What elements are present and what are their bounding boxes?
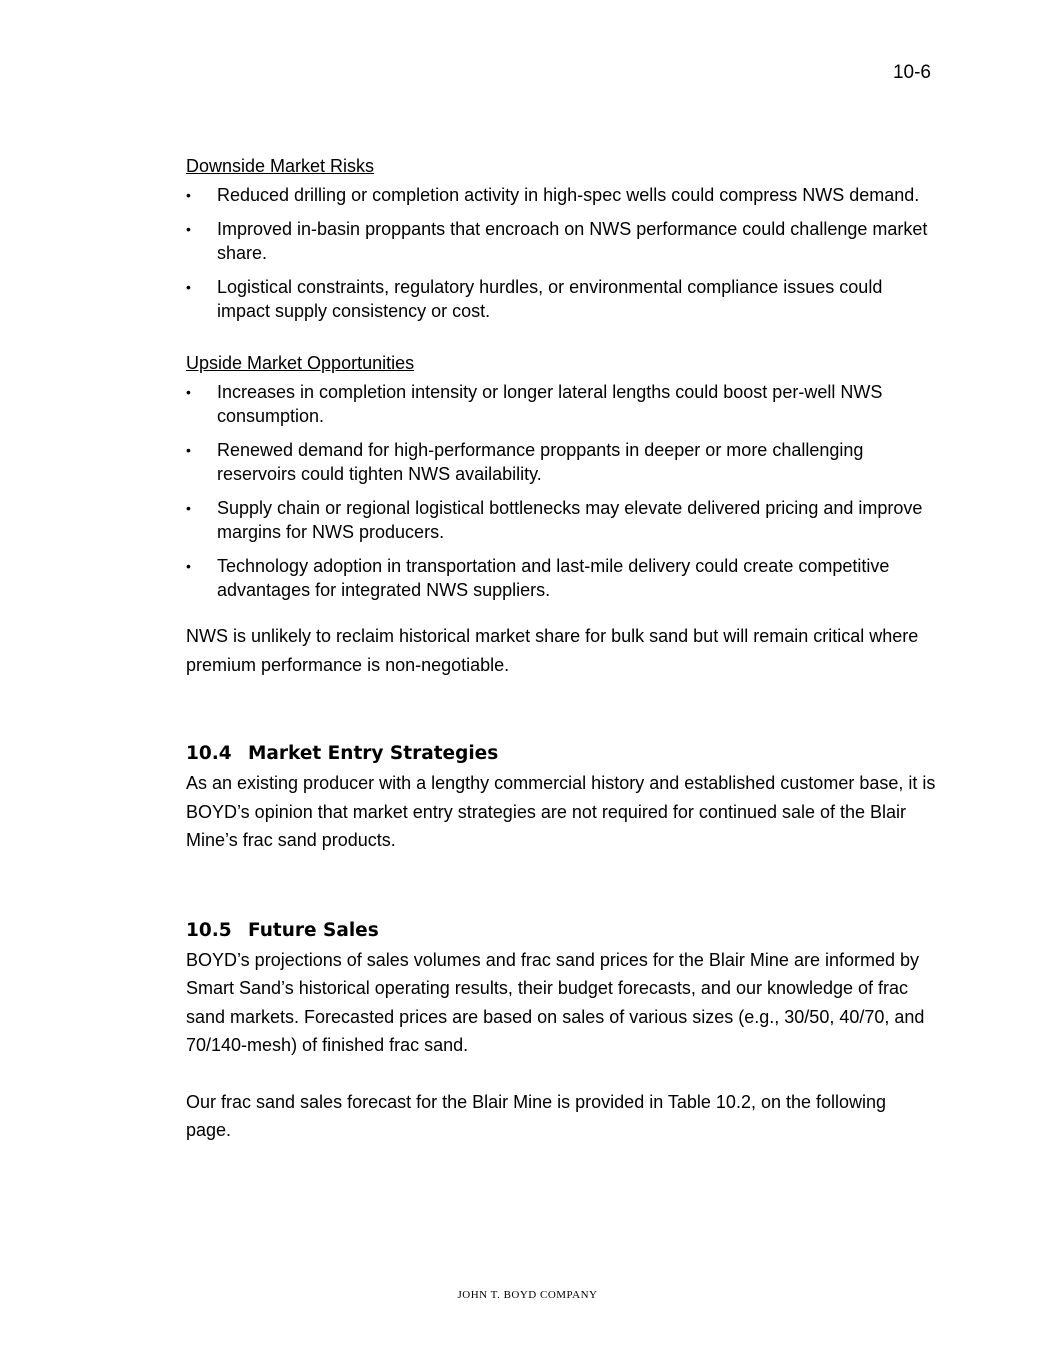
list-item-text: Supply chain or regional logistical bottlenecks may elevate delivered pricing and improve margins for NWS producers. [217,498,923,542]
document-body [186,154,936,1145]
list-item [186,438,936,486]
summary-paragraph: NWS is unlikely to reclaim historical market share for bulk sand but will remain critical where premium performance is non-negotiable. [186,626,919,675]
section-10-5-paragraph-2: Our frac sand sales forecast for the Blair Mine is provided in Table 10.2, on the following page. [186,1091,887,1140]
list-item [186,217,936,265]
list-item-text: Reduced drilling or completion activity in high-spec wells could compress NWS demand. [217,185,920,205]
section-heading-10-4 [186,741,936,767]
page-number: 10-6 [892,62,931,83]
list-item [186,275,936,323]
list-item-text: Renewed demand for high-performance proppants in deeper or more challenging reservoirs could tighten NWS availability. [217,440,864,484]
bullet-icon: • [186,442,191,458]
list-item [186,496,936,544]
downside-risks-list [186,183,936,323]
list-item [186,554,936,602]
list-item-text: Improved in-basin proppants that encroach on NWS performance could challenge market share. [217,219,928,263]
bullet-icon: • [186,221,191,237]
upside-opportunities-heading: Upside Market Opportunities [186,353,415,373]
section-10-5-paragraph-1: BOYD’s projections of sales volumes and frac sand prices for the Blair Mine are informed by Smart Sand’s historical operating results, their budget forecasts, and our knowledge of frac sand markets. Forecasted prices are based on sales of various sizes (e.g., 30/50, 40/70, and 70/140-mesh) of finished frac sand. [186,949,925,1055]
section-10-4-paragraph: As an existing producer with a lengthy commercial history and established customer base, it is BOYD’s opinion that market entry strategies are not required for continued sale of the Blair Mine’s frac sand products. [186,773,936,850]
bullet-icon: • [186,279,191,295]
list-item-text: Increases in completion intensity or longer lateral lengths could boost per-well NWS consumption. [217,382,883,426]
downside-risks-heading: Downside Market Risks [186,156,375,176]
list-item [186,380,936,428]
section-heading-10-5 [186,918,936,944]
bullet-icon: • [186,558,191,574]
bullet-icon: • [186,500,191,516]
section-number: 10.4 [186,743,232,764]
section-number: 10.5 [186,919,232,941]
bullet-icon: • [186,187,191,203]
footer-company-name: JOHN T. BOYD COMPANY [457,1289,598,1301]
section-title: Future Sales [248,919,379,941]
upside-opportunities-list [186,380,936,602]
list-item [186,183,936,207]
list-item-text: Technology adoption in transportation and last-mile delivery could create competitive advantages for integrated NWS suppliers. [217,556,890,600]
section-title: Market Entry Strategies [248,743,499,764]
bullet-icon: • [186,384,191,400]
list-item-text: Logistical constraints, regulatory hurdles, or environmental compliance issues could impact supply consistency or cost. [217,277,883,321]
